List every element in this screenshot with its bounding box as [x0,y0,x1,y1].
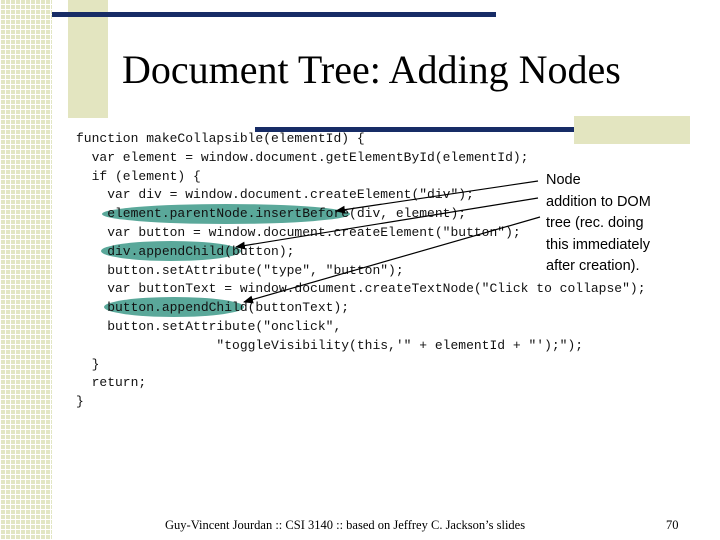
arrow-to-insertbefore [336,181,538,211]
annotation-text [546,170,696,278]
code-line: var div = window.document.createElement("div"); [76,187,474,203]
code-line: div.appendChild(button); [76,243,295,259]
code-line: return; [76,375,147,391]
annotation-line: Node [546,172,581,188]
annotation-line: tree (rec. doing [546,215,644,231]
code-line: element.parentNode.insertBefore(div, element); [76,206,467,222]
page-number: 70 [666,518,679,532]
code-line: function makeCollapsible(elementId) { [76,131,365,146]
arrow-to-div-appendchild [236,198,538,247]
annotation-line: after creation). [546,258,640,274]
code-line: } [76,394,84,410]
slide-footer: Guy-Vincent Jourdan :: CSI 3140 :: based on Jeffrey C. Jackson’s slides [165,518,526,532]
code-line: var button = window.document.createElement("button"); [76,224,521,240]
annotation-line: addition to DOM [546,193,651,210]
arrow-to-button-appendchild [244,217,540,302]
code-line: button.setAttribute("onclick", [76,318,342,334]
code-line: button.appendChild(buttonText); [76,300,350,316]
code-line: var buttonText = window.document.createTextNode("Click to collapse"); [76,281,646,297]
code-line: button.setAttribute("type", "button"); [76,262,404,278]
code-line: "toggleVisibility(this,'" + elementId + "');"); [76,337,584,353]
code-line: } [76,356,100,372]
code-line: if (element) { [76,168,201,184]
annotation-line: this immediately [546,236,650,253]
code-line: var element = window.document.getElementById(elementId); [76,149,529,165]
slide-title: Document Tree: Adding Nodes [122,47,621,92]
